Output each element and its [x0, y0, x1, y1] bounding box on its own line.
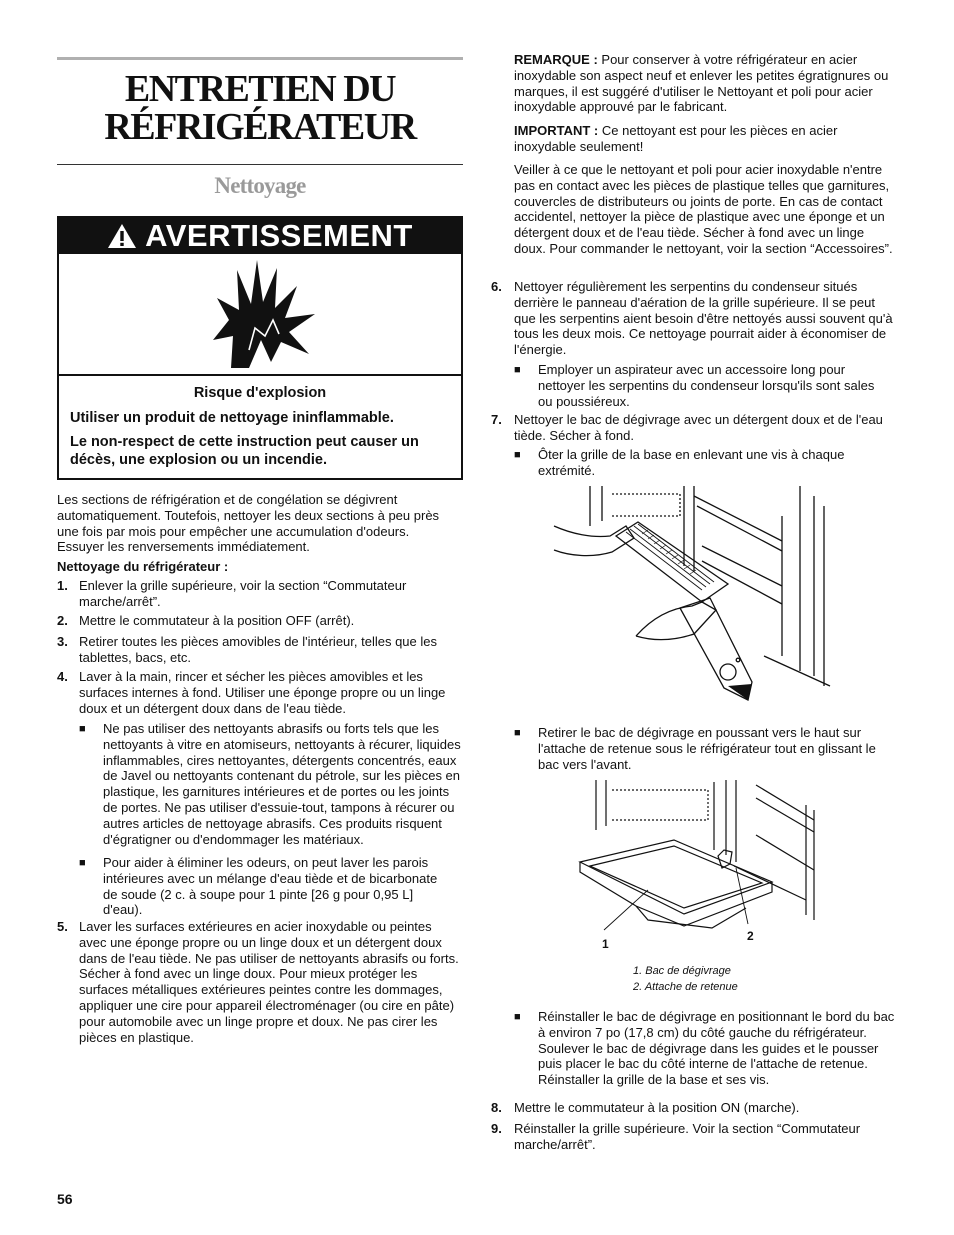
caption-2: 2. Attache de retenue	[633, 981, 738, 993]
bullet-icon: ■	[514, 727, 521, 739]
step-number: 6.	[491, 279, 502, 294]
callout-1: 1	[602, 937, 609, 951]
step-text: Retirer toutes les pièces amovibles de l'intérieur, telles que les tablettes, bacs, etc.	[79, 634, 437, 665]
step-7-bullet-3	[514, 1009, 899, 1088]
warning-risk: Risque d'explosion	[193, 385, 327, 401]
page-title	[57, 70, 463, 146]
veiller-paragraph: Veiller à ce que le nettoyant et poli pour acier inoxydable n'entre pas en contact avec les pièces de plastique telles que garnitures, couvercles de distributeurs ou joints de porte. En cas de contact accidentel, nettoyer la pièce de plastique avec une éponge et un détergent doux et de l'eau tiède. Sécher à fond avec un linge doux. Pour commander le nettoyant, voir la section “Accessoires”.	[514, 162, 893, 256]
intro-paragraph: Les sections de réfrigération et de congélation se dégivrent automatiquement. Toutefois, nettoyer les deux sections à peu près une fois par mois pour empêcher une accumulation d'odeurs. Essuyer les renversements immédiatement.	[57, 492, 440, 555]
remarque-paragraph	[514, 52, 899, 115]
remarque-text: Pour conserver à votre réfrigérateur en acier inoxydable son aspect neuf et enlever les petites égratignures ou marques, il est suggéré d'utiliser le Nettoyant et poli pour acier inoxydable approuvé par le fabricant.	[514, 52, 889, 115]
step-text: Laver les surfaces extérieures en acier inoxydable ou peintes avec une éponge propre ou un linge doux et un détergent doux dans de l'eau tiède. Ne pas utiliser de nettoyants abrasifs ou forts. Sécher à fond avec un linge doux. Pour mieux protéger les surfaces métalliques extérieures peintes contre les dommages, appliquer une cire pour appareil électroménager (ou cire en pâte) pour automobile avec un linge propre et doux. Ne pas cirer les pièces en plastique.	[79, 919, 459, 1045]
bullet-icon: ■	[514, 1011, 521, 1023]
important-paragraph	[514, 123, 899, 155]
step-text: Mettre le commutateur à la position OFF (arrêt).	[79, 613, 355, 628]
section-title: Nettoyage	[214, 173, 306, 198]
warning-label: AVERTISSEMENT	[145, 218, 413, 253]
step-7-bullet-1	[514, 447, 899, 478]
bullet-text: Réinstaller le bac de dégivrage en positionnant le bord du bac à environ 7 po (17,8 cm) du côté gauche du réfrigérateur. Soulever le bac de dégivrage dans les guides et le pousser puis placer le bac du côté interne de l'attache de retenue. Réinstaller la grille de la base et ses vis.	[538, 1009, 895, 1088]
bullet-icon: ■	[79, 857, 86, 869]
step-number: 9.	[491, 1121, 502, 1136]
caption-1: 1. Bac de dégivrage	[633, 965, 731, 977]
bullet-text: Ne pas utiliser des nettoyants abrasifs ou forts tels que les nettoyants à vitre en atomiseurs, nettoyants à récurer, liquides inflammables, cires nettoyantes, détergents concentrés, eaux de Javel ou nettoyants contenant du pétrole, sur les pièces en plastique, les garnitures intérieures et de portes ou les joints de portes. Ne pas utiliser d'essuie-tout, tampons à récurer ou autres articles de nettoyage abrasifs. Ces produits risquent d'égratigner ou d'endommager les matériaux.	[103, 721, 461, 847]
step-1	[57, 578, 462, 609]
page-number: 56	[57, 1191, 73, 1207]
important-label: IMPORTANT :	[514, 123, 599, 138]
remarque-label: REMARQUE :	[514, 52, 598, 67]
base-grille-removal-illustration	[552, 486, 832, 711]
warning-triangle-icon	[107, 223, 137, 249]
step-number: 2.	[57, 613, 68, 628]
cleaning-subhead: Nettoyage du réfrigérateur :	[57, 559, 229, 574]
step-number: 4.	[57, 669, 68, 684]
step-8	[491, 1100, 899, 1120]
step-text: Laver à la main, rincer et sécher les pièces amovibles et les surfaces internes à fond. Utiliser une éponge propre ou un linge doux et un détergent doux dans de l'eau tiède.	[79, 669, 446, 716]
bullet-icon: ■	[79, 723, 86, 735]
bullet-icon: ■	[514, 364, 521, 376]
step-number: 1.	[57, 578, 68, 593]
step-text: Nettoyer le bac de dégivrage avec un détergent doux et de l'eau tiède. Sécher à fond.	[514, 412, 883, 443]
step-7-bullet-2	[514, 725, 899, 772]
step-number: 7.	[491, 412, 502, 427]
title-line-1: ENTRETIEN DU	[124, 68, 396, 110]
important-text: Ce nettoyant est pour les pièces en acier inoxydable seulement!	[514, 123, 838, 154]
bullet-text: Ôter la grille de la base en enlevant une vis à chaque extrémité.	[538, 447, 845, 478]
warning-line-2: Le non-respect de cette instruction peut causer un décès, une explosion ou un incendie.	[70, 434, 419, 468]
warning-line-1: Utiliser un produit de nettoyage ininflammable.	[70, 410, 394, 426]
step-4-bullet-2	[79, 855, 462, 918]
bullet-text: Pour aider à éliminer les odeurs, on peut laver les parois intérieures avec un mélange d'eau tiède et de bicarbonate de soude (2 c. à soupe pour 1 pinte [26 g pour 0,95 L] d'eau).	[103, 855, 438, 918]
callout-2: 2	[747, 929, 754, 943]
bullet-text: Retirer le bac de dégivrage en poussant vers le haut sur l'attache de retenue sous le réfrigérateur tout en glissant le bac vers l'avant.	[538, 725, 876, 772]
step-3	[57, 634, 462, 665]
title-rule	[57, 164, 463, 165]
explosion-icon	[209, 258, 319, 370]
bullet-icon: ■	[514, 449, 521, 461]
step-text: Mettre le commutateur à la position ON (marche).	[514, 1100, 800, 1115]
step-6	[491, 279, 899, 358]
warning-picture-area	[59, 254, 461, 376]
step-2	[57, 613, 462, 633]
step-6-bullet	[514, 362, 899, 409]
top-rule	[57, 57, 463, 60]
step-text: Réinstaller la grille supérieure. Voir la section “Commutateur marche/arrêt”.	[514, 1121, 861, 1152]
step-number: 8.	[491, 1100, 502, 1115]
step-5	[57, 919, 462, 1045]
step-number: 3.	[57, 634, 68, 649]
step-4-bullet-1	[79, 721, 462, 847]
step-text: Nettoyer régulièrement les serpentins du condenseur situés derrière le panneau d'aération de la grille supérieure. Il se peut que les serpentins aient besoin d'être nettoyés aussi souvent qu'à tous les deux mois. Ce nettoyage pourrait aider à économiser de l'énergie.	[514, 279, 893, 358]
step-text: Enlever la grille supérieure, voir la section “Commutateur marche/arrêt”.	[79, 578, 407, 609]
warning-box	[57, 216, 463, 480]
step-9	[491, 1121, 899, 1152]
title-line-2: RÉFRIGÉRATEUR	[104, 106, 416, 148]
step-4	[57, 669, 462, 716]
step-7	[491, 412, 899, 443]
bullet-text: Employer un aspirateur avec un accessoire long pour nettoyer les serpentins du condenseur lorsqu'ils sont sales ou poussiéreux.	[538, 362, 875, 409]
warning-header	[59, 218, 461, 254]
drain-pan-illustration	[576, 780, 816, 950]
step-number: 5.	[57, 919, 68, 934]
